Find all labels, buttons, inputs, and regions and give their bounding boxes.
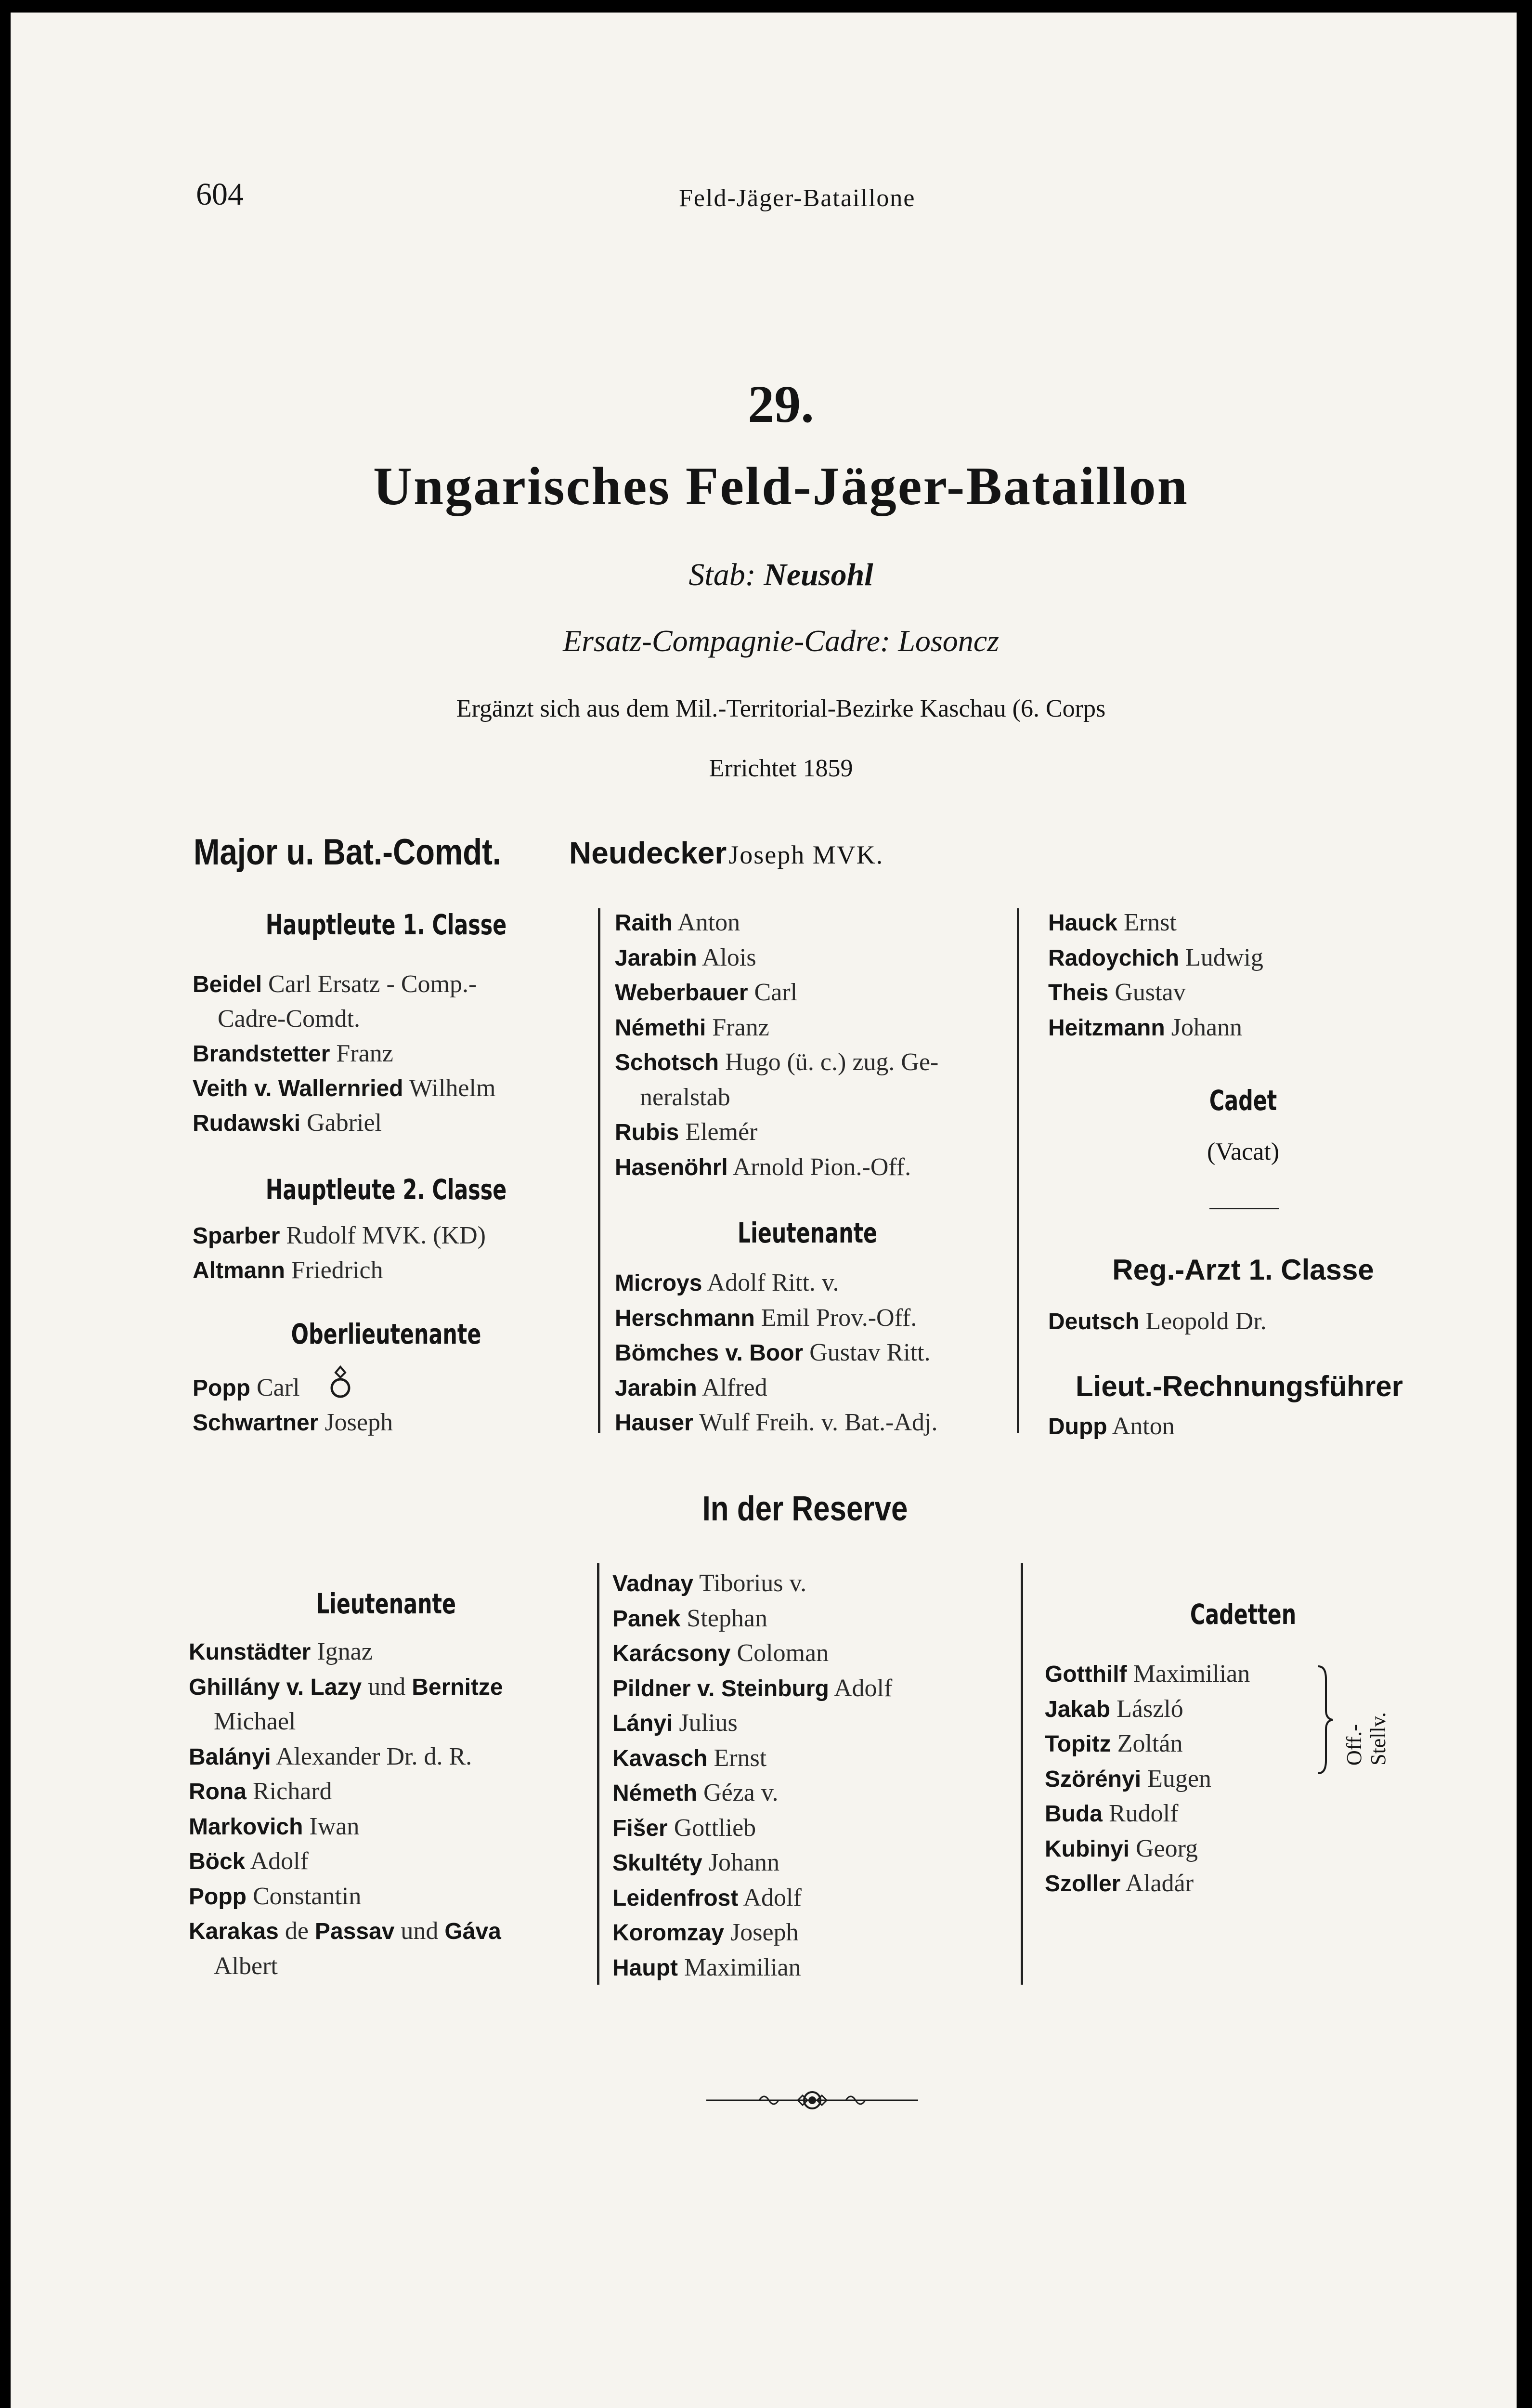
lieutenante-heading: Lieutenante (737, 1217, 878, 1249)
entry-name: Vadnay (612, 1571, 694, 1597)
entry-rest: Ignaz (317, 1638, 373, 1665)
rechnungsfuehrer-rest: Anton (1112, 1413, 1175, 1440)
list-entry (193, 1074, 495, 1103)
entry-rest: Ernst (714, 1744, 767, 1772)
list-entry (615, 1048, 938, 1077)
entry-rest: Adolf (833, 1674, 893, 1702)
entry-name: Buda (1045, 1801, 1103, 1827)
book-page (11, 13, 1517, 2408)
ersatz-label: Ersatz-Compagnie-Cadre: (562, 624, 891, 658)
list-entry (1048, 978, 1186, 1008)
entry-name: Skultéty (612, 1850, 702, 1876)
entry-rest: Carl (754, 979, 798, 1006)
entry-rest: Anton (677, 909, 740, 936)
list-entry (193, 1256, 383, 1285)
entry-rest: Joseph (730, 1919, 799, 1946)
entry-rest: Ernst (1124, 909, 1177, 936)
entry-name: Hauser (615, 1410, 693, 1436)
entry-rest: Adolf (743, 1884, 802, 1911)
entry-rest: Gustav Ritt. (809, 1339, 931, 1366)
list-entry (1045, 1729, 1182, 1759)
stab-value: Neusohl (764, 557, 873, 592)
entry-rest: und (401, 1917, 439, 1945)
list-entry (1048, 943, 1263, 973)
entry-name: Heitzmann (1048, 1015, 1165, 1041)
entry-name: Kavasch (612, 1745, 708, 1771)
cadetten-heading: Cadetten (1190, 1598, 1297, 1631)
entry-name: Kunstädter (189, 1639, 311, 1665)
entry-name: Passav (314, 1919, 395, 1944)
entry-rest: Iwan (309, 1812, 360, 1840)
rechnungsfuehrer-heading: Lieut.-Rechnungsführer (1076, 1370, 1403, 1402)
list-entry (612, 1744, 766, 1773)
entry-rest: Johann (708, 1849, 780, 1876)
ersatz-line (396, 623, 1166, 659)
entry-name: Herschmann (615, 1305, 755, 1331)
list-entry (612, 1814, 756, 1843)
entry-name: Németh (612, 1780, 698, 1806)
entry-name: Rudawski (193, 1111, 301, 1136)
entry-rest: Gustav (1115, 979, 1186, 1006)
reserve-rule-left (597, 1563, 599, 1985)
list-entry (615, 978, 797, 1008)
errichtet-line: Errichtet 1859 (709, 755, 853, 782)
entry-rest: Gottlieb (674, 1814, 756, 1842)
entry-rest: Arnold Pion.-Off. (732, 1153, 911, 1181)
entry-rest: neralstab (640, 1083, 730, 1111)
entry-rest: Coloman (737, 1639, 829, 1667)
hauptleute2-heading: Hauptleute 2. Classe (265, 1173, 507, 1206)
list-entry (1045, 1695, 1183, 1724)
entry-rest: Aladár (1125, 1870, 1194, 1897)
major-name: Neudecker (569, 836, 727, 870)
entry-rest: Alfred (701, 1374, 767, 1401)
off-label: Off.- (1342, 1724, 1366, 1766)
entry-name: Beidel (193, 972, 262, 997)
entry-rest: Tiborius v. (699, 1570, 807, 1597)
list-entry (615, 1374, 767, 1403)
entry-rest: Emil Prov.-Off. (761, 1304, 917, 1332)
list-entry (615, 1013, 769, 1043)
end-ornament-icon (706, 2088, 918, 2112)
entry-rest: Wulf Freih. v. Bat.-Adj. (699, 1409, 938, 1436)
list-entry (189, 1777, 332, 1806)
entry-rest: Cadre-Comdt. (218, 1005, 361, 1033)
list-entry (1045, 1765, 1211, 1794)
entry-rest: Zoltán (1117, 1730, 1183, 1757)
column-rule-left (598, 908, 600, 1433)
entry-name: Bernitze (412, 1674, 503, 1700)
entry-name: Gotthilf (1045, 1662, 1127, 1687)
entry-name: Raith (615, 910, 673, 936)
regarzt-heading: Reg.-Arzt 1. Classe (1112, 1254, 1374, 1286)
list-entry (612, 1709, 738, 1738)
entry-rest: Carl (256, 1374, 300, 1401)
list-entry (1045, 1869, 1194, 1898)
regarzt-entry (1048, 1307, 1267, 1336)
entry-rest: Franz (712, 1013, 769, 1041)
list-entry (615, 1338, 931, 1368)
entry-rest: Wilhelm (409, 1074, 496, 1102)
entry-name: Jakab (1045, 1696, 1111, 1722)
list-entry (193, 1039, 393, 1069)
entry-rest: Géza v. (703, 1779, 779, 1806)
list-entry (1048, 908, 1177, 938)
entry-name: Jarabin (615, 945, 697, 971)
entry-rest: Alexander Dr. d. R. (275, 1742, 472, 1770)
entry-name: Haupt (612, 1955, 678, 1981)
entry-name: Schwartner (193, 1410, 319, 1436)
entry-rest: Richard (253, 1778, 332, 1805)
list-entry (612, 1569, 806, 1598)
list-entry (640, 1083, 730, 1112)
major-rest: Joseph MVK. (728, 840, 884, 869)
entry-rest: Eugen (1147, 1765, 1211, 1793)
column-rule-right (1017, 908, 1019, 1433)
list-entry (189, 1917, 501, 1946)
list-entry (615, 943, 756, 973)
list-entry (1045, 1834, 1198, 1864)
list-entry (612, 1918, 799, 1948)
entry-name: Balányi (189, 1744, 271, 1770)
rechnungsfuehrer-name: Dupp (1048, 1414, 1107, 1440)
list-entry (1045, 1660, 1250, 1689)
ersatz-value: Losoncz (898, 624, 1000, 658)
regarzt-name: Deutsch (1048, 1309, 1140, 1335)
entry-rest: Alois (701, 943, 756, 971)
list-entry (193, 1221, 486, 1251)
entry-rest: Maximilian (684, 1953, 801, 1981)
entry-rest: Stephan (687, 1604, 767, 1632)
entry-name: Ghillány v. Lazy (189, 1674, 362, 1700)
entry-rest: Georg (1136, 1834, 1198, 1862)
list-entry (612, 1779, 778, 1808)
entry-name: Kubinyi (1045, 1836, 1130, 1862)
entry-rest: de (285, 1917, 309, 1945)
major-person (569, 835, 883, 871)
rechnungsfuehrer-entry (1048, 1412, 1175, 1441)
entry-rest: László (1117, 1695, 1183, 1723)
hauptleute1-heading: Hauptleute 1. Classe (265, 908, 507, 941)
entry-name: Altmann (193, 1258, 285, 1283)
entry-name: Radoychich (1048, 945, 1180, 971)
stellv-label: Stellv. (1366, 1712, 1390, 1766)
list-entry (189, 1637, 373, 1667)
entry-name: Némethi (615, 1015, 706, 1041)
list-entry (193, 1109, 382, 1138)
list-entry (193, 1408, 393, 1438)
stab-line (444, 557, 1118, 593)
oberlieutenante-heading: Oberlieutenante (291, 1318, 481, 1350)
battalion-number: 29. (748, 375, 814, 433)
list-entry (612, 1953, 801, 1983)
entry-rest: Michael (214, 1708, 296, 1735)
list-entry (615, 1269, 839, 1298)
list-entry (612, 1848, 779, 1878)
cadet-vacat: (Vacat) (1207, 1138, 1280, 1165)
erganzt-line: Ergänzt sich aus dem Mil.-Territorial-Bezirke Kaschau (6. Corps (456, 695, 1106, 722)
entry-rest: Gabriel (307, 1109, 382, 1137)
list-entry (193, 1374, 300, 1403)
list-entry (1048, 1013, 1242, 1043)
list-entry (612, 1884, 802, 1913)
entry-rest: Rudolf (1109, 1800, 1179, 1827)
decoration-symbol-icon (328, 1365, 352, 1400)
list-entry (189, 1882, 361, 1911)
stab-label: Stab: (688, 557, 756, 592)
list-entry (193, 970, 477, 999)
list-entry (218, 1005, 360, 1034)
entry-name: Weberbauer (615, 980, 748, 1006)
entry-name: Böck (189, 1849, 246, 1874)
entry-name: Rubis (615, 1120, 679, 1145)
entry-rest: Hugo (ü. c.) zug. Ge- (725, 1048, 939, 1076)
entry-name: Hasenöhrl (615, 1154, 728, 1180)
entry-name: Fišer (612, 1815, 668, 1841)
entry-name: Szörényi (1045, 1766, 1142, 1792)
list-entry (612, 1604, 767, 1634)
list-entry (615, 1153, 911, 1182)
list-entry (189, 1742, 472, 1772)
list-entry (214, 1707, 296, 1736)
entry-rest: Franz (336, 1040, 393, 1067)
running-head: Feld-Jäger-Bataillone (679, 184, 916, 212)
major-line (194, 831, 551, 873)
list-entry (189, 1847, 309, 1876)
entry-rest: Julius (679, 1709, 738, 1737)
entry-rest: Ludwig (1185, 943, 1263, 971)
entry-name: Popp (189, 1884, 247, 1910)
reserve-rule-right (1021, 1563, 1023, 1985)
entry-rest: Rudolf MVK. (KD) (286, 1222, 486, 1249)
entry-name: Panek (612, 1606, 681, 1632)
entry-name: Veith v. Wallernried (193, 1076, 403, 1101)
entry-name: Rona (189, 1779, 247, 1805)
entry-rest: Constantin (252, 1882, 362, 1910)
entry-name: Jarabin (615, 1375, 697, 1401)
entry-rest: Carl Ersatz - Comp.- (268, 970, 477, 998)
entry-rest: Adolf Ritt. v. (707, 1269, 839, 1296)
list-entry (189, 1812, 359, 1842)
entry-name: Hauck (1048, 910, 1118, 936)
cadet-rule (1209, 1208, 1279, 1209)
entry-name: Markovich (189, 1814, 303, 1840)
entry-rest: Adolf (250, 1847, 309, 1875)
entry-name: Szoller (1045, 1871, 1121, 1897)
reserve-heading: In der Reserve (702, 1490, 908, 1528)
entry-name: Leidenfrost (612, 1885, 739, 1911)
entry-name: Gáva (444, 1919, 501, 1944)
entry-name: Popp (193, 1375, 250, 1401)
entry-name: Topitz (1045, 1731, 1111, 1757)
entry-rest: Friedrich (291, 1256, 383, 1284)
entry-name: Pildner v. Steinburg (612, 1675, 829, 1701)
cadet-heading: Cadet (1209, 1084, 1277, 1117)
list-entry (214, 1952, 278, 1981)
entry-name: Karácsony (612, 1641, 731, 1666)
list-entry (612, 1639, 829, 1668)
entry-name: Brandstetter (193, 1041, 330, 1067)
list-entry (615, 1304, 917, 1333)
entry-name: Schotsch (615, 1050, 719, 1075)
entry-rest: Elemér (685, 1118, 758, 1146)
list-entry (189, 1673, 503, 1702)
entry-rest: Joseph (325, 1409, 393, 1436)
regarzt-rest: Leopold Dr. (1145, 1308, 1267, 1335)
bracket-symbol (1315, 1664, 1335, 1775)
entry-name: Koromzay (612, 1920, 725, 1946)
entry-name: Karakas (189, 1919, 279, 1944)
off-stellv-label (1342, 1712, 1390, 1766)
list-entry (612, 1674, 892, 1703)
page-number: 604 (196, 177, 244, 212)
entry-name: Microys (615, 1270, 702, 1296)
list-entry (1045, 1799, 1178, 1829)
entry-name: Theis (1048, 980, 1109, 1006)
major-title: Major u. Bat.-Comdt. (194, 832, 502, 873)
entry-rest: und (368, 1673, 406, 1701)
list-entry (615, 1118, 757, 1147)
list-entry (615, 1408, 938, 1438)
list-entry (615, 908, 740, 938)
entry-name: Bömches v. Boor (615, 1340, 804, 1366)
entry-rest: Albert (214, 1952, 278, 1980)
reserve-lieutenante-heading: Lieutenante (316, 1587, 456, 1620)
entry-rest: Johann (1171, 1013, 1243, 1041)
entry-rest: Maximilian (1133, 1660, 1250, 1688)
entry-name: Lányi (612, 1711, 673, 1736)
entry-name: Sparber (193, 1223, 280, 1249)
battalion-title: Ungarisches Feld-Jäger-Bataillon (373, 457, 1189, 516)
